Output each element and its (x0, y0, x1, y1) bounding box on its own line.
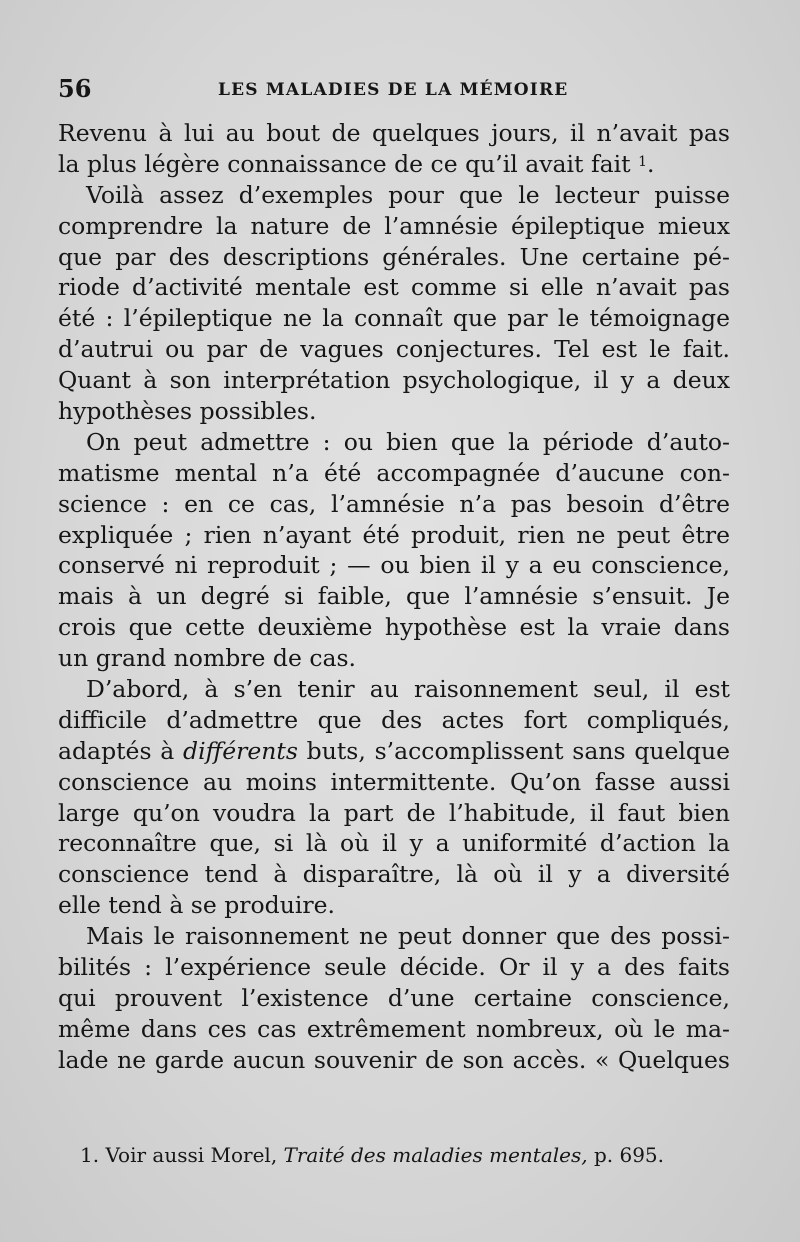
text-line: adaptés à différents buts, s’accomplissent sans quelque (58, 736, 730, 765)
footnote-work-title: Traité des maladies mentales, (283, 1143, 588, 1167)
page-number: 56 (58, 74, 92, 103)
text-line: la plus légère connaissance de ce qu’il avait fait $^1$. (58, 149, 655, 178)
text-line: conscience tend à disparaître, là où il y a diversité (58, 860, 730, 889)
text-line: que par des descriptions générales. Une certaine pé- (58, 242, 730, 271)
paragraph-start-line: Voilà assez d’exemples pour que le lecteur puisse (86, 180, 730, 209)
text-line: Revenu à lui au bout de quelques jours, il n’avait pas (58, 119, 730, 147)
footnote-prefix: Voir aussi Morel, (105, 1143, 278, 1167)
text-line: comprendre la nature de l’amnésie épileptique mieux (58, 211, 730, 240)
text-line: mais à un degré si faible, que l’amnésie s’ensuit. Je (58, 582, 730, 611)
text-line: hypothèses possibles. (58, 397, 317, 426)
footnote-page: p. 695. (593, 1143, 665, 1167)
text-line: conscience au moins intermittente. Qu’on fasse aussi (58, 767, 730, 796)
text-line: d’autrui ou par de vagues conjectures. Tel est le fait. (58, 335, 730, 364)
paragraph-start-line: D’abord, à s’en tenir au raisonnement seul, il est (86, 675, 730, 704)
text-line: difficile d’admettre que des actes fort compliqués, (58, 705, 730, 734)
page-header (58, 74, 730, 106)
text-line: lade ne garde aucun souvenir de son accès. « Quelques (58, 1045, 730, 1074)
text-line: reconnaître que, si là où il y a uniformité d’action la (58, 829, 730, 858)
text-line: été : l’épileptique ne la connaît que par le témoignage (58, 304, 730, 333)
text-line: conservé ni reproduit ; — ou bien il y a eu conscience, (58, 551, 730, 580)
text-line: même dans ces cas extrêmement nombreux, où le ma- (58, 1014, 730, 1043)
paragraph-start-line: Mais le raisonnement ne peut donner que des possi- (86, 922, 730, 951)
paragraph-start-line: On peut admettre : ou bien que la période d’auto- (86, 427, 730, 456)
body-text (58, 118, 730, 1076)
text-line: science : en ce cas, l’amnésie n’a pas besoin d’être (58, 489, 730, 518)
footnote-number: 1. (80, 1143, 100, 1167)
emphasized-word: différents (183, 736, 298, 765)
running-title: LES MALADIES DE LA MÉMOIRE (218, 80, 569, 100)
text-line: bilités : l’expérience seule décide. Or il y a des faits (58, 953, 730, 982)
text-line: matisme mental n’a été accompagnée d’aucune con- (58, 458, 730, 487)
footnote-marker: 1 (638, 153, 648, 170)
text-line: riode d’activité mentale est comme si elle n’avait pas (58, 273, 730, 302)
text-line: large qu’on voudra la part de l’habitude, il faut bien (58, 798, 730, 827)
text-line: expliquée ; rien n’ayant été produit, rien ne peut être (58, 520, 730, 549)
text-line: un grand nombre de cas. (58, 644, 357, 673)
text-line: elle tend à se produire. (58, 891, 335, 920)
text-line: crois que cette deuxième hypothèse est la vraie dans (58, 613, 730, 642)
footnote (80, 1143, 700, 1167)
text-line: Quant à son interprétation psychologique, il y a deux (58, 366, 730, 395)
text-line: qui prouvent l’existence d’une certaine conscience, (58, 983, 730, 1012)
